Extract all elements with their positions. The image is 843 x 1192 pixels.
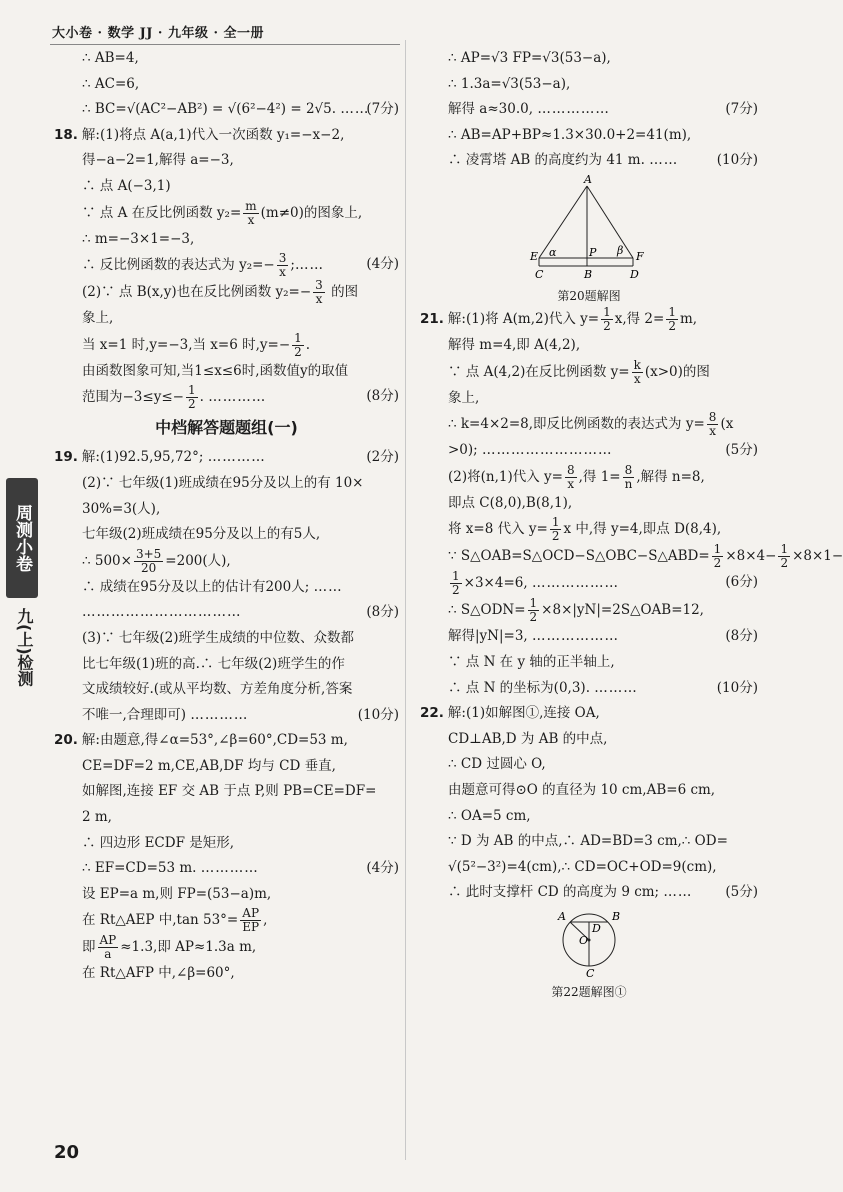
numerator: 1 [294, 330, 302, 345]
text: . [199, 389, 204, 406]
text: (m≠0)的图象上, [260, 204, 363, 221]
text-line: 文成绩较好.(或从平均数、方差角度分析,答案 [82, 681, 353, 698]
fraction [528, 597, 540, 624]
text: 解:(1)将 A(m,2)代入 y= [447, 310, 600, 327]
text: ×8×1− [792, 548, 843, 565]
text-line [420, 542, 843, 571]
text-line: 设 EP=a m,则 FP=(53−a)m, [82, 885, 272, 902]
label-f: F [636, 249, 644, 263]
text-line [420, 516, 758, 543]
text: ∵ 点 A 在反比例函数 y₂= [82, 204, 242, 221]
text: ×8×4− [725, 548, 777, 565]
text-line: ∴ AB=AP+BP≈1.3×30.0+2=41(m), [448, 126, 692, 143]
text-line: 范围为−3≤y≤− $\frac{1}{2}$ . ………… (8分) [82, 383, 399, 412]
text-line: 解得 a≈30.0, …………… (7分) [420, 97, 758, 123]
text-line [54, 279, 399, 306]
page-number: 20 [54, 1142, 80, 1163]
points-label: (10分) [716, 679, 758, 696]
question-number: 22. [420, 705, 444, 722]
text-line [420, 597, 758, 624]
text-line: ∴ AB=4, [82, 50, 139, 66]
text-line: ∴ 成绩在95分及以上的估计有200人; …… [82, 578, 343, 595]
denominator: 2 [452, 583, 460, 598]
left-column [54, 46, 399, 987]
text: 不唯一,合理即可) [82, 706, 187, 723]
numerator: 1 [187, 383, 196, 398]
label-a: A [584, 172, 592, 186]
side-tab-main: 周测小卷 [6, 478, 38, 598]
points-label: (2分) [366, 449, 399, 466]
text: 即 [82, 939, 96, 956]
text-line [54, 332, 399, 359]
text-line: 由函数图象可知,当1≤x≤6时,函数值y的取值 [82, 362, 349, 379]
question-number: 19. [54, 449, 78, 466]
text-line: ∴ CD 过圆心 O, [448, 756, 546, 773]
points-label: (4分) [366, 256, 399, 273]
label-b: B [612, 909, 621, 923]
fraction [243, 200, 258, 227]
text-line: $\frac{1}{2}$ ×3×4=6, ……………… (6分) [452, 569, 758, 598]
running-header: 大小卷 · 数学 JJ · 九年级 · 全一册 [52, 26, 265, 41]
text-line: ∴ EF=CD=53 m. ………… (4分) [54, 856, 399, 882]
text-line [420, 359, 758, 386]
text: 解:(1)92.5,95,72°; [81, 449, 204, 466]
text-line: 2 m, [82, 809, 112, 826]
numerator: 1 [668, 304, 676, 319]
text-line: ∴ 凌霄塔 AB 的高度约为 41 m. …… (10分) [420, 148, 758, 174]
label-b: B [584, 267, 593, 281]
numerator: 1 [529, 596, 538, 611]
text: ∴ 反比例函数的表达式为 y₂=− [82, 257, 275, 274]
text-line: 比七年级(1)班的高.∴ 七年级(2)班学生的作 [82, 655, 345, 672]
question-number: 20. [54, 732, 78, 749]
numerator: 1 [713, 542, 722, 557]
denominator: 2 [713, 556, 722, 571]
denominator: x [709, 424, 716, 439]
text-line: ∴ 此时支撑杆 CD 的高度为 9 cm; …… (5分) [420, 880, 758, 906]
text: , [263, 912, 268, 929]
text: (2)将(n,1)代入 y= [448, 468, 563, 485]
denominator: 2 [668, 318, 676, 333]
text-line: ∴ 反比例函数的表达式为 y₂=− $\frac{3}{x}$ ;…… (4分) [82, 251, 399, 280]
text-line: 即点 C(8,0),B(8,1), [448, 494, 573, 511]
fraction [707, 411, 719, 438]
text-line: CD⊥AB,D 为 AB 的中点, [448, 730, 608, 747]
denominator: x [567, 476, 575, 491]
denominator: 2 [294, 344, 302, 359]
denominator: a [104, 947, 112, 962]
numerator: m [245, 198, 257, 213]
points-label: (5分) [725, 884, 758, 901]
numerator: 8 [566, 462, 575, 477]
text: (2)∵ 点 B(x,y)也在反比例函数 y₂=− [82, 284, 312, 301]
fraction [313, 279, 325, 306]
text: (x>0)的图 [644, 363, 710, 380]
text: 在 Rt△AEP 中,tan 53°= [82, 912, 239, 929]
fraction [240, 907, 261, 934]
text-line: ∴ 点 N 的坐标为(0,3). ……… (10分) [420, 676, 758, 702]
numerator: 1 [780, 542, 789, 557]
text: ×8×|yN|=2S△OAB=12, [541, 602, 704, 619]
text: ∴ 点 N 的坐标为(0,3). [448, 679, 590, 696]
text-line [54, 934, 399, 961]
denominator: EP [242, 920, 260, 935]
section-title: 中档解答题题组(一) [155, 418, 298, 438]
text: 当 x=1 时,y=−3,当 x=6 时,y=− [82, 336, 291, 353]
label-c: C [586, 966, 595, 980]
text-line: ∴ AC=6, [82, 75, 140, 92]
text-line: ∴ OA=5 cm, [448, 807, 531, 824]
text-line [420, 411, 758, 438]
points-label: (8分) [366, 604, 399, 621]
denominator: 2 [780, 556, 789, 571]
text-line: 象上, [448, 389, 480, 406]
text: ×3×4=6, [463, 575, 528, 592]
numerator: 8 [708, 410, 717, 425]
text: >0); [448, 442, 478, 459]
text-line [420, 464, 758, 491]
text: ,得 1= [578, 468, 621, 485]
figure-20 [420, 174, 758, 306]
text-line: ∴ 点 A(−3,1) [82, 177, 171, 194]
numerator: 1 [551, 515, 560, 530]
label-beta: β [617, 243, 624, 257]
question-number: 21. [420, 310, 444, 327]
text-line: √(5²−3²)=4(cm),∴ CD=OC+OD=9(cm), [448, 858, 717, 875]
text: ∴ 500× [82, 552, 132, 569]
side-tab-sub: 九(上)检测 [15, 608, 34, 687]
text-line: CE=DF=2 m,CE,AB,DF 均与 CD 垂直, [82, 757, 336, 774]
text-line [54, 548, 399, 575]
text: ∴ S△ODN= [448, 602, 526, 619]
question-19-line: 19. 解:(1)92.5,95,72°; ………… (2分) [54, 445, 399, 471]
label-e: E [530, 249, 539, 263]
text: ∴ EF=CD=53 m. [82, 860, 197, 877]
tower-diagram [529, 174, 649, 282]
text-line: 七年级(2)班成绩在95分及以上的有5人, [82, 526, 321, 543]
denominator: x [633, 371, 641, 386]
fraction [666, 306, 678, 333]
text-line: ∵ 点 N 在 y 轴的正半轴上, [448, 653, 615, 670]
denominator: x [315, 292, 323, 307]
text: 解:由题意,得∠α=53°,∠β=60°,CD=53 m, [81, 732, 348, 749]
text-line: ∴ m=−3×1=−3, [82, 230, 195, 247]
denominator: 2 [187, 397, 196, 412]
text-line [54, 200, 399, 227]
fraction [550, 516, 562, 543]
points-label: (10分) [357, 706, 399, 723]
points-label: (8分) [725, 628, 758, 645]
line-ae [539, 186, 587, 258]
text-line: 由题意可得⊙O 的直径为 10 cm,AB=6 cm, [448, 781, 716, 798]
text: =200(人), [165, 552, 231, 569]
text-line: 解得|yN|=3, ……………… (8分) [420, 624, 758, 650]
fraction [98, 934, 119, 961]
figure-caption: 第22题解图① [551, 984, 627, 999]
denominator: 2 [551, 529, 560, 544]
numerator: AP [240, 907, 261, 921]
text-line: >0); ……………………… (5分) [420, 438, 758, 464]
numerator: 3 [278, 251, 287, 266]
text: x 中,得 y=4,即点 D(8,4), [563, 521, 722, 538]
fraction [134, 548, 163, 575]
points-label: (5分) [725, 442, 758, 459]
label-d: D [592, 921, 601, 935]
label-d: D [630, 267, 639, 281]
header-rule [50, 44, 400, 45]
numerator: 1 [603, 304, 611, 319]
text: ∴ 成绩在95分及以上的估计有200人; [82, 578, 310, 595]
text-line: 解得 m=4,即 A(4,2), [448, 336, 581, 353]
text: 解:(1)将点 A(a,1)代入一次函数 y₁=−x−2, [81, 126, 345, 143]
points-label: (7分) [366, 101, 399, 118]
numerator: k [633, 357, 641, 372]
label-c: C [535, 267, 544, 281]
denominator: 2 [529, 610, 538, 625]
text: 解得 a≈30.0, [448, 101, 534, 118]
text: m, [679, 310, 698, 327]
points-label: (7分) [725, 101, 758, 118]
text: ; [290, 257, 295, 274]
right-column [420, 46, 843, 1002]
label-p: P [589, 245, 597, 259]
denominator: n [624, 476, 633, 491]
column-divider [405, 40, 406, 1160]
fraction [632, 359, 643, 386]
numerator: AP [99, 933, 117, 948]
denominator: x [279, 265, 286, 280]
text: . [305, 336, 311, 353]
text: ,解得 n=8, [636, 468, 705, 485]
text-line: ∴ 1.3a=√3(53−a), [448, 75, 571, 92]
text: ∴ k=4×2=8,即反比例函数的表达式为 y= [448, 416, 705, 433]
numerator: 1 [452, 569, 460, 584]
denominator: 20 [140, 560, 157, 575]
text-line: 得−a−2=1,解得 a=−3, [82, 152, 234, 169]
fraction [277, 252, 289, 279]
fraction [565, 464, 577, 491]
question-21-line [420, 306, 758, 333]
text-line: …………………………… (8分) [54, 600, 399, 626]
text: (x [720, 416, 734, 433]
text: ∵ 点 A(4,2)在反比例函数 y= [448, 363, 630, 380]
circle-diagram [534, 906, 644, 978]
text-line: 在 Rt△AFP 中,∠β=60°, [82, 965, 235, 982]
points-label: (8分) [366, 388, 399, 405]
fraction [186, 384, 198, 411]
text: x,得 2= [614, 310, 665, 327]
text-line: 30%=3(人), [82, 500, 161, 517]
fraction [292, 332, 304, 359]
label-a: A [558, 909, 566, 923]
fraction [712, 543, 724, 570]
fraction [778, 543, 790, 570]
text: 范围为−3≤y≤− [82, 389, 184, 406]
fraction [623, 464, 635, 491]
question-number: 18. [54, 126, 78, 143]
numerator: 8 [623, 464, 635, 478]
text: 将 x=8 代入 y= [448, 521, 548, 538]
numerator: 3 [315, 278, 323, 293]
denominator: 2 [603, 318, 611, 333]
text-line: ∵ D 为 AB 的中点,∴ AD=BD=3 cm,∴ OD= [448, 833, 728, 850]
text-line: ∴ AP=√3 FP=√3(53−a), [448, 50, 611, 66]
question-22-line [420, 701, 758, 727]
label-o: O [579, 933, 589, 947]
text-line: 象上, [82, 310, 114, 327]
text: 解:(1)如解图①,连接 OA, [447, 705, 600, 722]
text: ∴ 凌霄塔 AB 的高度约为 41 m. [448, 152, 645, 169]
points-label: (6分) [725, 574, 758, 591]
text-line: ∴ 四边形 ECDF 是矩形, [82, 834, 235, 851]
text-line: (2)∵ 七年级(1)班成绩在95分及以上的有 10× [82, 474, 364, 491]
text: ∵ S△OAB=S△OCD−S△OBC−S△ABD= [448, 548, 710, 565]
numerator: 3+5 [135, 546, 162, 561]
text: ≈1.3,即 AP≈1.3a m, [120, 939, 257, 956]
figure-caption: 第20题解图 [557, 288, 621, 303]
text: ∴ 此时支撑杆 CD 的高度为 9 cm; [448, 884, 660, 901]
side-tab [0, 476, 44, 708]
text-line: 不唯一,合理即可) ………… (10分) [54, 703, 399, 729]
text: ∴ BC=√(AC²−AB²) = √(6²−4²) = 2√5. [82, 101, 337, 118]
question-18-line [54, 123, 399, 149]
text: 解得|yN|=3, [448, 628, 528, 645]
text-line: ∴ BC=√(AC²−AB²) = √(6²−4²) = 2√5. …… (7分) [54, 97, 399, 123]
text: 的图 [326, 284, 359, 301]
fraction [601, 306, 613, 333]
fraction [450, 570, 462, 597]
text-line: (3)∵ 七年级(2)班学生成绩的中位数、众数都 [82, 629, 355, 646]
points-label: (4分) [366, 860, 399, 877]
denominator: x [247, 212, 255, 227]
text-line: 如解图,连接 EF 交 AB 于点 P,则 PB=CE=DF= [82, 783, 377, 800]
figure-22 [420, 906, 758, 1002]
question-20-line [54, 728, 399, 754]
text-line [54, 907, 399, 934]
label-alpha: α [549, 245, 557, 259]
points-label: (10分) [716, 152, 758, 169]
